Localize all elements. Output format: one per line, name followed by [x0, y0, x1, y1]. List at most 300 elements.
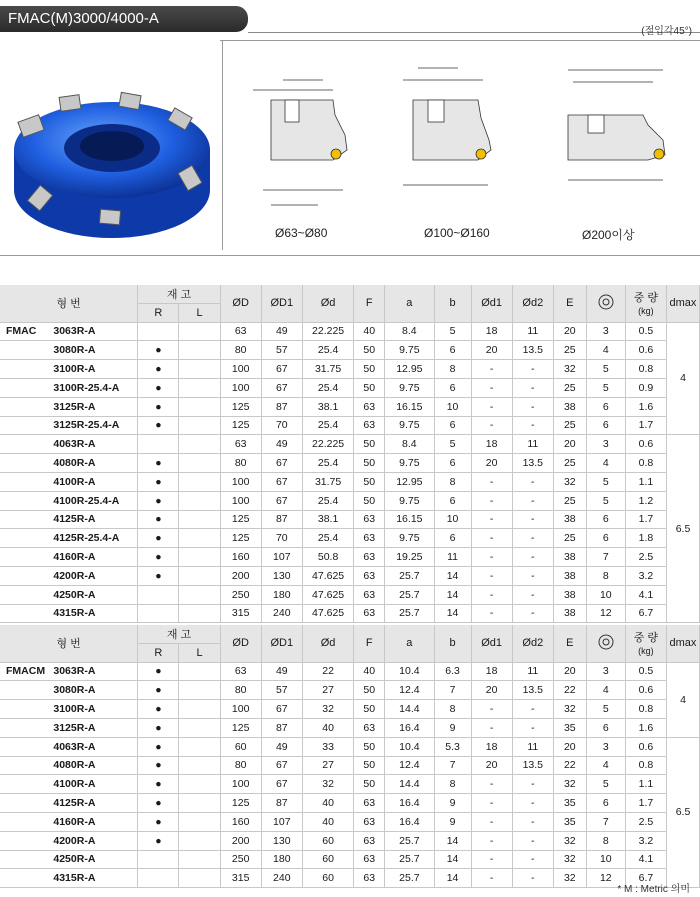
cell-inserts: 5 [586, 775, 625, 794]
cell-d: 40 [302, 718, 353, 737]
table-row [0, 435, 700, 454]
series-label [0, 681, 49, 700]
cell-F: 50 [354, 491, 385, 510]
stock-r [138, 585, 179, 604]
cell-a: 25.7 [385, 566, 434, 585]
cell-b: 7 [434, 756, 471, 775]
cell-d: 25.4 [302, 416, 353, 435]
dmax-value: 4 [666, 662, 699, 737]
cell-D1: 67 [261, 756, 302, 775]
figure-bottom-rule [0, 255, 700, 256]
series-label [0, 831, 49, 850]
cell-b: 6 [434, 378, 471, 397]
cell-E: 25 [553, 416, 586, 435]
cell-d1: - [471, 775, 512, 794]
header-d: Ød [302, 625, 353, 662]
header-d2: Ød2 [512, 285, 553, 322]
stock-r [138, 850, 179, 869]
cell-a: 12.4 [385, 756, 434, 775]
cell-D1: 107 [261, 812, 302, 831]
stock-l [179, 454, 220, 473]
cell-D1: 67 [261, 360, 302, 379]
cell-D: 200 [220, 831, 261, 850]
cell-d: 60 [302, 869, 353, 888]
cell-F: 50 [354, 454, 385, 473]
cell-F: 50 [354, 472, 385, 491]
table-row [0, 378, 700, 397]
cell-a: 25.7 [385, 831, 434, 850]
cell-a: 10.4 [385, 662, 434, 681]
cell-E: 38 [553, 397, 586, 416]
table-row [0, 604, 700, 623]
model-code: 4100R-A [49, 472, 137, 491]
header-F: F [354, 625, 385, 662]
cell-D: 100 [220, 360, 261, 379]
model-code: 4080R-A [49, 454, 137, 473]
cell-inserts: 4 [586, 681, 625, 700]
stock-r [138, 869, 179, 888]
cell-d: 22.225 [302, 435, 353, 454]
table-row [0, 737, 700, 756]
cell-b: 14 [434, 831, 471, 850]
stock-r: ● [138, 397, 179, 416]
cell-F: 50 [354, 378, 385, 397]
stock-l [179, 775, 220, 794]
cell-d1: - [471, 869, 512, 888]
model-code: 4125R-25.4-A [49, 529, 137, 548]
model-code: 4200R-A [49, 566, 137, 585]
series-label [0, 360, 49, 379]
cell-a: 9.75 [385, 378, 434, 397]
series-label [0, 378, 49, 397]
cell-a: 25.7 [385, 604, 434, 623]
cell-d2: - [512, 472, 553, 491]
cell-weight: 4.1 [625, 850, 666, 869]
cell-d2: - [512, 397, 553, 416]
cell-d1: 20 [471, 681, 512, 700]
cell-D: 80 [220, 756, 261, 775]
series-label [0, 416, 49, 435]
cell-d: 22 [302, 662, 353, 681]
cell-D: 160 [220, 548, 261, 567]
dmax-value: 6.5 [666, 435, 699, 623]
cell-E: 32 [553, 850, 586, 869]
cell-d2: 13.5 [512, 341, 553, 360]
header-l: L [179, 643, 220, 662]
cell-d2: - [512, 585, 553, 604]
stock-r: ● [138, 472, 179, 491]
series-label [0, 548, 49, 567]
cell-D1: 130 [261, 566, 302, 585]
cell-b: 8 [434, 700, 471, 719]
cell-D1: 57 [261, 341, 302, 360]
cell-a: 14.4 [385, 700, 434, 719]
cell-inserts: 6 [586, 416, 625, 435]
cell-inserts: 6 [586, 794, 625, 813]
header-D: ØD [220, 625, 261, 662]
cell-D1: 87 [261, 397, 302, 416]
cell-b: 14 [434, 850, 471, 869]
cell-weight: 0.8 [625, 756, 666, 775]
model-code: 3125R-25.4-A [49, 416, 137, 435]
cell-F: 50 [354, 700, 385, 719]
table-row [0, 341, 700, 360]
header-l: L [179, 303, 220, 322]
stock-l [179, 794, 220, 813]
cell-d2: - [512, 812, 553, 831]
series-label [0, 435, 49, 454]
stock-r: ● [138, 360, 179, 379]
series-label [0, 850, 49, 869]
cell-E: 20 [553, 322, 586, 341]
cell-inserts: 3 [586, 662, 625, 681]
series-label: FMAC [0, 322, 49, 341]
cell-D: 315 [220, 604, 261, 623]
cell-b: 6.3 [434, 662, 471, 681]
model-code: 4160R-A [49, 812, 137, 831]
model-code: 3100R-A [49, 700, 137, 719]
cell-d2: 13.5 [512, 454, 553, 473]
face-mill-image [0, 40, 220, 250]
cell-E: 25 [553, 491, 586, 510]
cell-E: 35 [553, 718, 586, 737]
cell-d2: 11 [512, 662, 553, 681]
stock-r: ● [138, 510, 179, 529]
header-a: a [385, 285, 434, 322]
cell-d1: 18 [471, 662, 512, 681]
cell-d: 38.1 [302, 510, 353, 529]
cell-d: 22.225 [302, 322, 353, 341]
stock-l [179, 812, 220, 831]
stock-l [179, 491, 220, 510]
cell-inserts: 8 [586, 831, 625, 850]
cell-D1: 240 [261, 604, 302, 623]
cell-d2: 13.5 [512, 681, 553, 700]
diagram-caption-2: Ø100~Ø160 [424, 226, 490, 240]
cell-d2: - [512, 794, 553, 813]
product-photo [0, 40, 220, 250]
model-code: 4160R-A [49, 548, 137, 567]
cell-d1: - [471, 566, 512, 585]
cell-d: 32 [302, 775, 353, 794]
cell-d2: - [512, 529, 553, 548]
cell-weight: 0.5 [625, 322, 666, 341]
table-row [0, 869, 700, 888]
stock-l [179, 585, 220, 604]
cell-d1: 20 [471, 341, 512, 360]
header-r: R [138, 643, 179, 662]
cell-D: 60 [220, 737, 261, 756]
cell-weight: 1.8 [625, 529, 666, 548]
cell-d2: - [512, 850, 553, 869]
cell-weight: 1.7 [625, 416, 666, 435]
cell-D1: 180 [261, 850, 302, 869]
cell-weight: 0.6 [625, 737, 666, 756]
cell-d2: - [512, 491, 553, 510]
cell-a: 25.7 [385, 869, 434, 888]
stock-l [179, 416, 220, 435]
footnote: * M : Metric 의미 [617, 884, 690, 895]
cell-d2: - [512, 510, 553, 529]
series-label [0, 397, 49, 416]
cell-E: 20 [553, 737, 586, 756]
table-row [0, 700, 700, 719]
header-D1: ØD1 [261, 285, 302, 322]
cell-D1: 49 [261, 435, 302, 454]
stock-l [179, 700, 220, 719]
table-row [0, 529, 700, 548]
cell-D: 250 [220, 850, 261, 869]
cell-a: 9.75 [385, 529, 434, 548]
cell-D: 100 [220, 472, 261, 491]
cell-D: 63 [220, 662, 261, 681]
cell-d2: - [512, 775, 553, 794]
stock-r: ● [138, 737, 179, 756]
cell-d1: - [471, 510, 512, 529]
header-F: F [354, 285, 385, 322]
cell-inserts: 6 [586, 718, 625, 737]
header-weight: 중 량 (kg) [625, 625, 666, 662]
cell-b: 6 [434, 491, 471, 510]
cell-inserts: 5 [586, 491, 625, 510]
cell-E: 32 [553, 775, 586, 794]
stock-r: ● [138, 662, 179, 681]
cell-inserts: 5 [586, 378, 625, 397]
cell-weight: 6.7 [625, 604, 666, 623]
dimension-diagrams [222, 40, 700, 250]
stock-r [138, 435, 179, 454]
cell-b: 14 [434, 604, 471, 623]
cell-D1: 130 [261, 831, 302, 850]
cell-d2: - [512, 869, 553, 888]
table-row [0, 510, 700, 529]
model-code: 4125R-A [49, 510, 137, 529]
cell-a: 16.4 [385, 794, 434, 813]
cell-F: 63 [354, 718, 385, 737]
cell-d1: - [471, 529, 512, 548]
cell-a: 19.25 [385, 548, 434, 567]
cell-E: 32 [553, 360, 586, 379]
cell-F: 63 [354, 397, 385, 416]
cell-E: 32 [553, 700, 586, 719]
model-code: 3080R-A [49, 681, 137, 700]
series-label [0, 812, 49, 831]
cell-D1: 87 [261, 510, 302, 529]
series-label [0, 700, 49, 719]
stock-r: ● [138, 566, 179, 585]
cell-weight: 2.5 [625, 548, 666, 567]
cell-d2: - [512, 416, 553, 435]
table-row [0, 794, 700, 813]
cell-D: 63 [220, 322, 261, 341]
cell-a: 25.7 [385, 585, 434, 604]
cell-D1: 70 [261, 416, 302, 435]
cell-weight: 0.8 [625, 360, 666, 379]
cell-E: 32 [553, 472, 586, 491]
header-dmax: dmax [666, 285, 699, 322]
model-code: 4100R-25.4-A [49, 491, 137, 510]
cell-inserts: 3 [586, 737, 625, 756]
cell-a: 12.95 [385, 360, 434, 379]
stock-r: ● [138, 529, 179, 548]
cell-d2: - [512, 700, 553, 719]
cell-F: 63 [354, 416, 385, 435]
cell-weight: 1.7 [625, 510, 666, 529]
cell-d2: 11 [512, 435, 553, 454]
cell-d1: - [471, 700, 512, 719]
table-row [0, 718, 700, 737]
cell-D: 200 [220, 566, 261, 585]
cell-D: 100 [220, 775, 261, 794]
model-code: 3080R-A [49, 341, 137, 360]
diagram-caption-3: Ø200이상 [582, 228, 635, 242]
cell-a: 12.95 [385, 472, 434, 491]
insert-count-icon [586, 625, 625, 662]
cell-d: 47.625 [302, 566, 353, 585]
series-label [0, 869, 49, 888]
cell-D1: 67 [261, 454, 302, 473]
cell-d: 27 [302, 756, 353, 775]
dmax-value: 6.5 [666, 737, 699, 887]
cell-a: 9.75 [385, 416, 434, 435]
table-row [0, 491, 700, 510]
cell-D: 80 [220, 681, 261, 700]
stock-l [179, 831, 220, 850]
table-row [0, 831, 700, 850]
cell-a: 9.75 [385, 454, 434, 473]
cell-b: 14 [434, 869, 471, 888]
cell-inserts: 6 [586, 510, 625, 529]
cell-E: 25 [553, 454, 586, 473]
cell-inserts: 5 [586, 360, 625, 379]
cell-weight: 1.1 [625, 775, 666, 794]
cell-d2: - [512, 360, 553, 379]
header-E: E [553, 625, 586, 662]
cell-weight: 0.5 [625, 662, 666, 681]
cell-D1: 87 [261, 718, 302, 737]
cell-inserts: 4 [586, 454, 625, 473]
cell-F: 63 [354, 510, 385, 529]
cell-weight: 0.6 [625, 681, 666, 700]
stock-r: ● [138, 812, 179, 831]
model-code: 4315R-A [49, 604, 137, 623]
cell-weight: 1.7 [625, 794, 666, 813]
series-label [0, 775, 49, 794]
cell-d1: - [471, 718, 512, 737]
stock-r [138, 322, 179, 341]
model-code: 4315R-A [49, 869, 137, 888]
cell-d: 32 [302, 700, 353, 719]
page-title: FMAC(M)3000/4000-A [0, 6, 248, 32]
cell-d: 33 [302, 737, 353, 756]
cell-d: 31.75 [302, 360, 353, 379]
cell-D: 80 [220, 454, 261, 473]
series-label [0, 794, 49, 813]
cell-F: 50 [354, 435, 385, 454]
cell-F: 50 [354, 341, 385, 360]
cell-d2: - [512, 566, 553, 585]
cell-D: 100 [220, 491, 261, 510]
stock-r [138, 604, 179, 623]
cell-E: 22 [553, 756, 586, 775]
cell-b: 9 [434, 794, 471, 813]
cell-d: 50.8 [302, 548, 353, 567]
table-row [0, 416, 700, 435]
stock-r: ● [138, 548, 179, 567]
table-row [0, 322, 700, 341]
cell-d2: - [512, 548, 553, 567]
stock-r: ● [138, 378, 179, 397]
cell-E: 32 [553, 831, 586, 850]
cell-d: 25.4 [302, 491, 353, 510]
cell-E: 25 [553, 529, 586, 548]
model-code: 4125R-A [49, 794, 137, 813]
table-row [0, 756, 700, 775]
cell-D: 80 [220, 341, 261, 360]
cell-D: 125 [220, 718, 261, 737]
stock-l [179, 397, 220, 416]
series-label: FMACM [0, 662, 49, 681]
cell-weight: 4.1 [625, 585, 666, 604]
cell-F: 63 [354, 585, 385, 604]
table-row [0, 548, 700, 567]
dmax-value: 4 [666, 322, 699, 435]
cell-weight: 2.5 [625, 812, 666, 831]
cell-b: 9 [434, 812, 471, 831]
cell-d1: - [471, 604, 512, 623]
cell-F: 63 [354, 812, 385, 831]
fmac-spec-table [0, 285, 700, 623]
model-code: 4100R-A [49, 775, 137, 794]
cell-a: 9.75 [385, 491, 434, 510]
cell-d1: 18 [471, 322, 512, 341]
cell-d1: - [471, 360, 512, 379]
cell-d1: 20 [471, 454, 512, 473]
cell-E: 22 [553, 681, 586, 700]
cell-D: 125 [220, 510, 261, 529]
cell-d2: - [512, 604, 553, 623]
cell-D: 125 [220, 416, 261, 435]
cell-D: 100 [220, 378, 261, 397]
stock-r: ● [138, 416, 179, 435]
stock-l [179, 378, 220, 397]
cell-weight: 3.2 [625, 566, 666, 585]
cell-b: 11 [434, 548, 471, 567]
stock-l [179, 681, 220, 700]
series-label [0, 472, 49, 491]
cell-d1: 18 [471, 737, 512, 756]
cell-inserts: 12 [586, 869, 625, 888]
cell-a: 9.75 [385, 341, 434, 360]
cell-F: 50 [354, 737, 385, 756]
cell-d: 27 [302, 681, 353, 700]
cell-a: 25.7 [385, 850, 434, 869]
cell-E: 25 [553, 341, 586, 360]
cell-D: 125 [220, 794, 261, 813]
cell-F: 63 [354, 548, 385, 567]
cutter-cross-section-drawings [223, 40, 700, 220]
cell-F: 63 [354, 831, 385, 850]
cell-F: 50 [354, 681, 385, 700]
stock-r: ● [138, 718, 179, 737]
cell-d: 38.1 [302, 397, 353, 416]
model-code: 3125R-A [49, 718, 137, 737]
cell-d: 25.4 [302, 454, 353, 473]
stock-r: ● [138, 756, 179, 775]
fmacm-spec-table [0, 625, 700, 888]
cell-E: 38 [553, 510, 586, 529]
cell-inserts: 10 [586, 585, 625, 604]
